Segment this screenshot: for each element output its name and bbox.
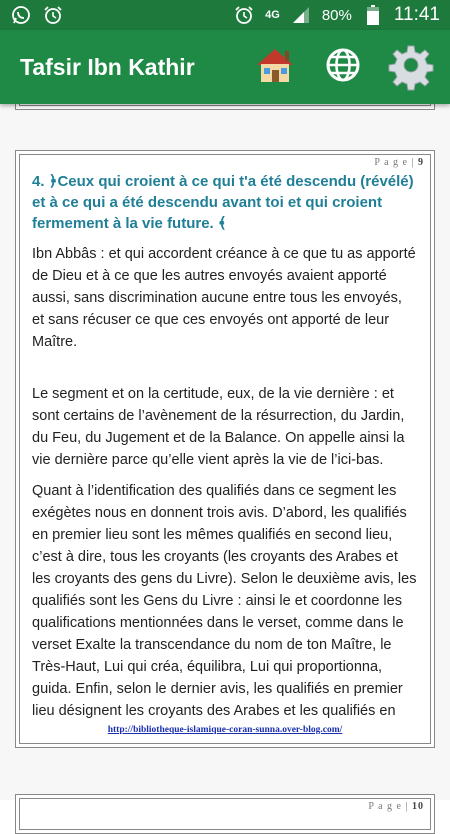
next-page-number <box>368 801 424 812</box>
commentary-paragraph: Le segment et on la certitude, eux, de la vie dernière : et sont certains de l’avènement de la résurrection, du Jardin, du Feu, du Jugement et de la Balance. On appelle ainsi la vie dernière parce qu’elle vient après la vie de l’ici-bas. <box>32 386 405 468</box>
app-bar-actions <box>250 42 450 92</box>
home-icon <box>255 45 295 89</box>
settings-button[interactable] <box>386 42 436 92</box>
page-number-prefix: P a g e | <box>374 157 418 168</box>
commentary-paragraph: Quant à l’identification des qualifiés dans ce segment les exégètes nous en donnent trois avis. D’abord, les qualifiés en premier lieu sont les mêmes qualifiés en second lieu, c’est à dire, tous les croyants (les croyants des Arabes et les croyants des gens du Livre). Selon le deuxième avis, les qualifiés sont les Gens du Livre : ainsi le et coordonne les qualifications mentionnées dans le verset, comme dans le verset Exalte la transcendance du nom de ton Maître, le Très-Haut, Lui qui créa, équilibra, Lui qui proportionna, guida. Enfin, selon le dernier avis, les qualifiés en premier lieu désignent les croyants des Arabes et les qualifiés en <box>32 483 417 719</box>
language-button[interactable] <box>318 42 368 92</box>
alarm-clock-icon <box>42 4 64 26</box>
next-page <box>15 794 435 834</box>
page-number-value: 9 <box>418 157 424 168</box>
next-page-inner <box>19 798 431 830</box>
next-page-number-value: 10 <box>412 801 424 812</box>
home-button[interactable] <box>250 42 300 92</box>
app-bar <box>0 30 450 104</box>
verse-text: 4. ﴿Ceux qui croient à ce qui t'a été descendu (révélé) et à ce qui a été descendu avant toi et qui croient fermement à la vie future. ﴾ <box>32 173 414 232</box>
status-bar-left <box>10 4 64 26</box>
globe-icon <box>325 47 361 87</box>
current-page-inner <box>19 154 431 744</box>
gear-icon <box>390 44 432 90</box>
battery-icon <box>362 4 384 26</box>
status-bar-right <box>233 4 440 26</box>
alarm-clock-icon <box>233 4 255 26</box>
commentary-paragraph: Ibn Abbâs : et qui accordent créance à ce que tu as apporté de Dieu et à ce que les autres envoyés avaient apporté aussi, sans discrimination aucune entre tous les envoyés, et sans récuser ce que ces envoyés ont apporté de leur Maître. <box>32 246 416 350</box>
status-bar <box>0 0 450 30</box>
current-page <box>15 150 435 748</box>
footer-link[interactable]: http://bibliotheque-islamique-coran-sunna.over-blog.com/ <box>107 725 343 735</box>
whatsapp-icon <box>10 4 32 26</box>
page-number <box>374 157 424 168</box>
signal-icon <box>290 4 312 26</box>
next-page-number-prefix: P a g e | <box>368 801 412 812</box>
reader-content[interactable] <box>0 104 450 812</box>
clock-time: 11:41 <box>393 4 440 25</box>
battery-percent: 80% <box>321 6 352 24</box>
app-title: Tafsir Ibn Kathir <box>20 53 195 80</box>
network-type: 4G <box>265 9 280 21</box>
